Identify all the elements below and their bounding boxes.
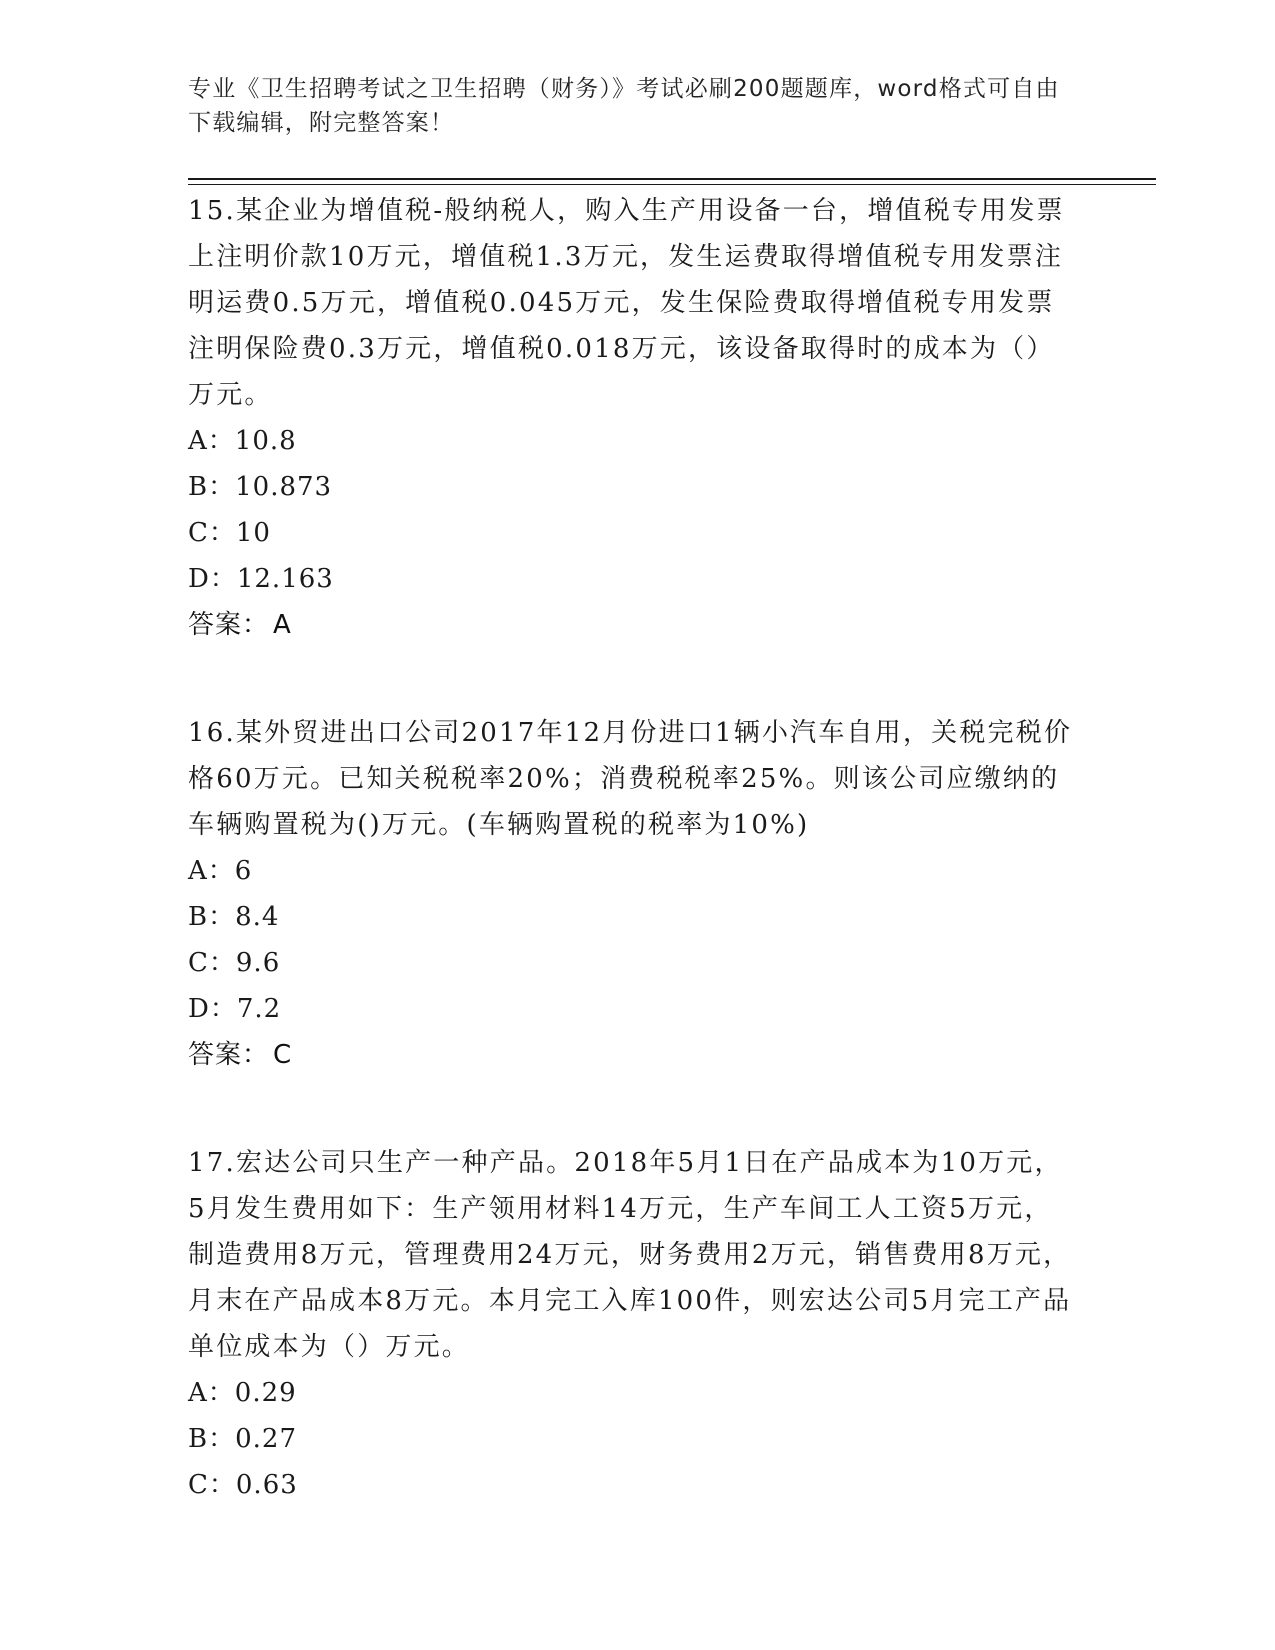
answer-value: C <box>273 1040 293 1070</box>
answer-line <box>188 602 1078 648</box>
question-stem: 17.宏达公司只生产一种产品。2018年5月1日在产品成本为10万元，5月发生费用如下：生产领用材料14万元，生产车间工人工资5万元，制造费用8万元，管理费用24万元，财务费用2万元，销售费用8万元，月末在产品成本8万元。本月完工入库100件，则宏达公司5月完工产品单位成本为（）万元。 <box>188 1148 1072 1362</box>
option-c: C：0.63 <box>188 1470 298 1500</box>
question-list <box>188 188 1078 1508</box>
option-c: C：9.6 <box>188 948 281 978</box>
question-stem: 16.某外贸进出口公司2017年12月份进口1辆小汽车自用，关税完税价格60万元。已知关税税率20%；消费税税率25%。则该公司应缴纳的车辆购置税为()万元。(车辆购置税的税率为10%) <box>188 718 1073 840</box>
option-a: A：10.8 <box>188 426 297 456</box>
option-b: B：8.4 <box>188 902 280 932</box>
option-d: D：12.163 <box>188 564 334 594</box>
question-stem: 15.某企业为增值税-般纳税人，购入生产用设备一台，增值税专用发票上注明价款10万元，增值税1.3万元，发生运费取得增值税专用发票注明运费0.5万元，增值税0.045万元，发生保险费取得增值税专用发票注明保险费0.3万元，增值税0.018万元，该设备取得时的成本为（）万元。 <box>188 196 1065 410</box>
option-b: B：0.27 <box>188 1424 297 1454</box>
answer-label: 答案： <box>188 1040 270 1070</box>
question-gap <box>188 1078 1078 1140</box>
question-17 <box>188 1140 1078 1508</box>
option-a: A：6 <box>188 856 253 886</box>
option-a: A：0.29 <box>188 1378 297 1408</box>
header-divider-thick <box>188 178 1156 180</box>
option-b: B：10.873 <box>188 472 333 502</box>
answer-value: A <box>273 610 292 640</box>
question-15 <box>188 188 1078 648</box>
option-d: D：7.2 <box>188 994 282 1024</box>
question-16 <box>188 710 1078 1078</box>
header-divider-thin <box>188 184 1156 185</box>
question-gap <box>188 648 1078 710</box>
document-header: 专业《卫生招聘考试之卫生招聘（财务）》考试必刷200题题库，word格式可自由下载编辑，附完整答案！ <box>188 76 1060 136</box>
answer-label: 答案： <box>188 610 270 640</box>
option-c: C：10 <box>188 518 271 548</box>
answer-line <box>188 1032 1078 1078</box>
